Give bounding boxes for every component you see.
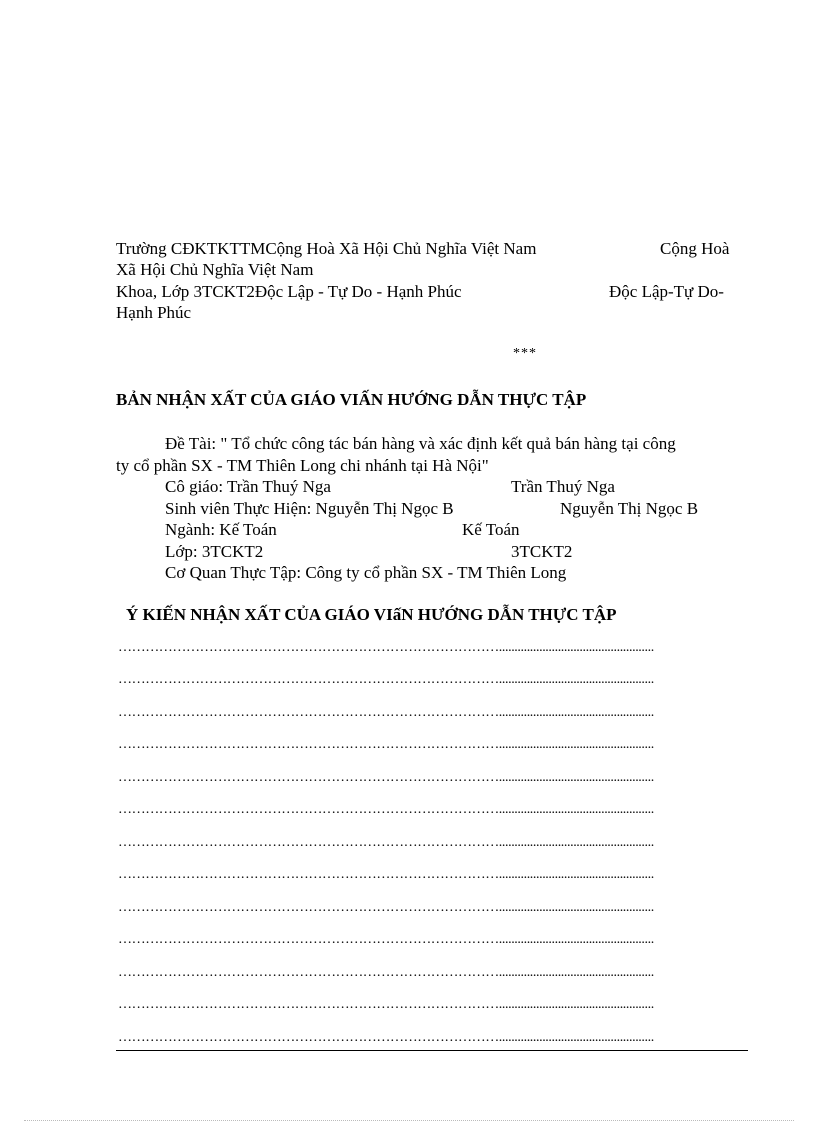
agency-label: Cơ Quan Thực Tập: Công ty cổ phần SX - TM Thiên Long (165, 563, 567, 582)
student-label: Sinh viên Thực Hiện: Nguyễn Thị Ngọc B (165, 499, 454, 518)
topic-line-1: Đề Tài: " Tổ chức công tác bán hàng và xác định kết quả bán hàng tại công (165, 434, 676, 453)
separator-stars: *** (513, 346, 537, 361)
major-label: Ngành: Kế Toán (165, 520, 277, 539)
class-label: Lớp: 3TCKT2 (165, 542, 264, 561)
comment-dotted-line: ………………………………………………………………………….................................................. (118, 706, 654, 720)
header-class-line: Khoa, Lớp 3TCKT2Độc Lập - Tự Do - Hạnh Phúc (116, 282, 462, 301)
header-motto-fragment: Độc Lập-Tự Do- (609, 282, 724, 301)
topic-line-2: ty cổ phần SX - TM Thiên Long chi nhánh tại Hà Nội" (116, 456, 489, 475)
document-title: BẢN NHẬN XẤT CỦA GIÁO VIẤN HƯỚNG DẪN THỰC TẬP (116, 390, 587, 409)
comment-dotted-line: ………………………………………………………………………….................................................. (118, 998, 654, 1012)
teacher-duplicate: Trần Thuý Nga (511, 477, 615, 496)
comment-dotted-line: ………………………………………………………………………….................................................. (118, 901, 654, 915)
header-republic-fragment: Cộng Hoà (660, 239, 730, 258)
header-republic-continued: Xã Hội Chủ Nghĩa Việt Nam (116, 260, 314, 279)
comment-dotted-line: ………………………………………………………………………….................................................. (118, 868, 654, 882)
comment-dotted-line: ………………………………………………………………………….................................................. (118, 933, 654, 947)
comment-dotted-line: ………………………………………………………………………….................................................. (118, 836, 654, 850)
student-duplicate: Nguyễn Thị Ngọc B (560, 499, 699, 518)
comment-dotted-line: ………………………………………………………………………….................................................. (118, 641, 654, 655)
comment-dotted-line: ………………………………………………………………………….................................................. (118, 738, 654, 752)
bottom-rule (116, 1050, 748, 1051)
class-duplicate: 3TCKT2 (511, 542, 573, 561)
comment-dotted-line: ………………………………………………………………………….................................................. (118, 673, 654, 687)
comment-dotted-line: ………………………………………………………………………….................................................. (118, 1031, 654, 1045)
comment-dotted-line: ………………………………………………………………………….................................................. (118, 966, 654, 980)
comments-title: Ý KIẾN NHẬN XẤT CỦA GIÁO VIấN HƯỚNG DẪN THỰC TẬP (126, 605, 617, 624)
comment-dotted-line: ………………………………………………………………………….................................................. (118, 771, 654, 785)
header-school-line: Trường CĐKTKTTMCộng Hoà Xã Hội Chủ Nghĩa Việt Nam (116, 239, 537, 258)
teacher-label: Cô giáo: Trần Thuý Nga (165, 477, 331, 496)
header-motto-continued: Hạnh Phúc (116, 303, 192, 322)
comment-dotted-line: ………………………………………………………………………….................................................. (118, 803, 654, 817)
page-bottom-dotted-edge (24, 1120, 794, 1121)
major-duplicate: Kế Toán (462, 520, 520, 539)
